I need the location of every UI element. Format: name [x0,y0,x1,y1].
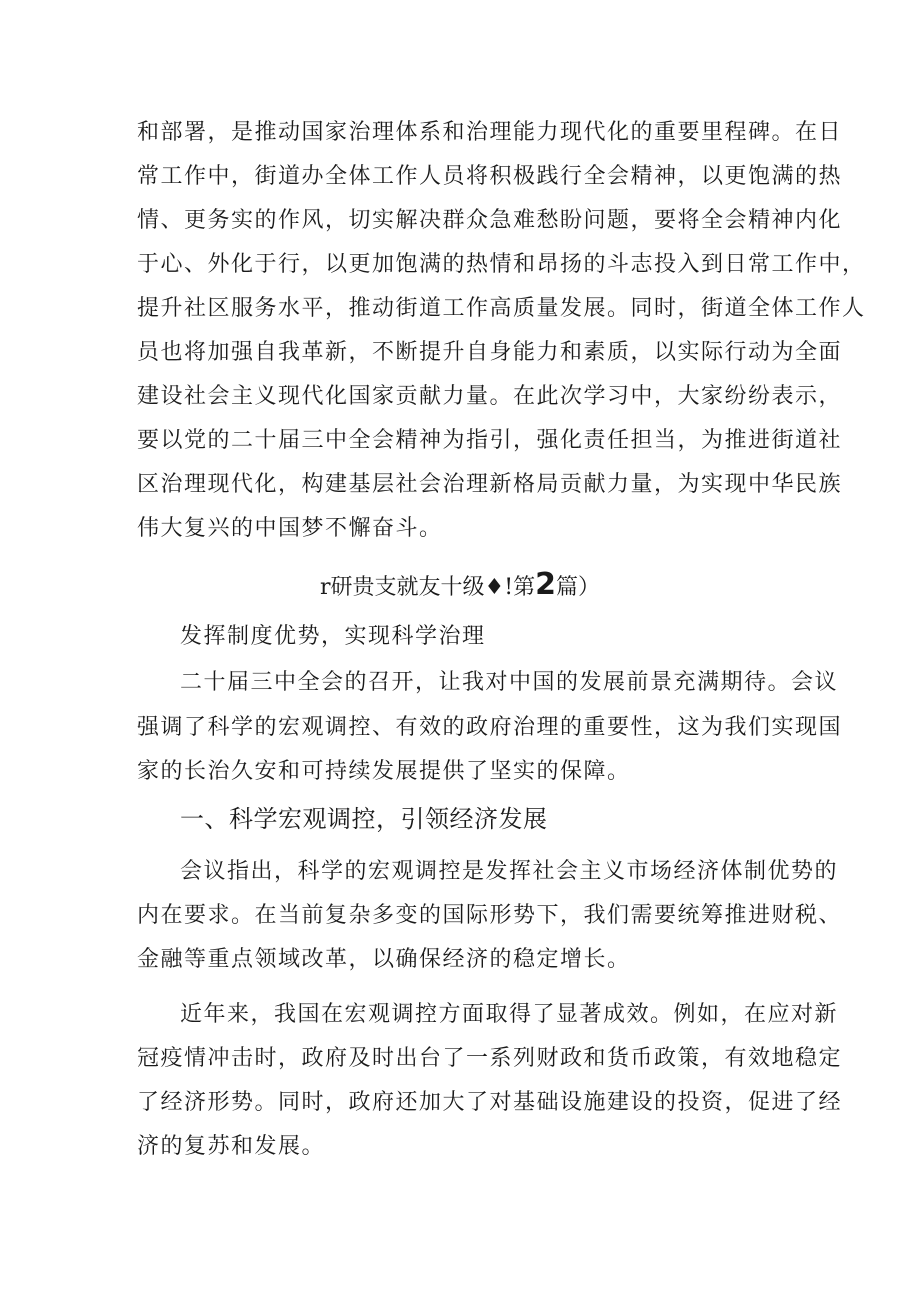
part-heading-suffix: 篇） [555,575,600,600]
paragraph-line: 会议指出，科学的宏观调控是发挥社会主义市场经济体制优势的 [180,859,839,884]
section-title: 一、科学宏观调控，引领经济发展 [180,805,548,833]
paragraph-line: 近年来，我国在宏观调控方面取得了显著成效。例如，在应对新 [180,1002,839,1027]
part-heading-prefix: r研贵支就友十级♦!第 [320,575,536,600]
paragraph-line: 区治理现代化，构建基层社会治理新格局贡献力量，为实现中华民族 [137,472,843,497]
paragraph-line: 家的长治久安和可持续发展提供了坚实的保障。 [137,759,631,784]
paragraph-line: 了经济形势。同时，政府还加大了对基础设施建设的投资，促进了经 [137,1090,843,1115]
paragraph-line: 建设社会主义现代化国家贡献力量。在此次学习中，大家纷纷表示， [137,384,843,409]
paragraph-line: 二十届三中全会的召开，让我对中国的发展前景充满期待。会议 [180,670,839,695]
paragraph-line: 要以党的二十届三中全会精神为指引，强化责任担当，为推进街道社 [137,428,843,453]
paragraph-line: 提升社区服务水平，推动街道工作高质量发展。同时，街道全体工作人 [137,296,866,321]
paragraph-line: 常工作中，街道办全体工作人员将积极践行全会精神，以更饱满的热 [137,164,843,189]
paragraph-line: 伟大复兴的中国梦不懈奋斗。 [137,516,443,541]
part-heading [0,567,920,603]
paragraph-line: 金融等重点领域改革，以确保经济的稳定增长。 [137,947,631,972]
part-heading-number: 2 [535,567,556,602]
paragraph-line: 济的复苏和发展。 [137,1134,326,1159]
paragraph-line: 内在要求。在当前复杂多变的国际形势下，我们需要统筹推进财税、 [137,903,843,928]
paragraph-line: 强调了科学的宏观调控、有效的政府治理的重要性，这为我们实现国 [137,715,843,740]
subtitle: 发挥制度优势，实现科学治理 [180,624,486,649]
paragraph-line: 和部署，是推动国家治理体系和治理能力现代化的重要里程碑。在日 [137,120,843,145]
paragraph-line: 员也将加强自我革新，不断提升自身能力和素质，以实际行动为全面 [137,340,843,365]
paragraph-line: 于心、外化于行，以更加饱满的热情和昂扬的斗志投入到日常工作中， [137,252,866,277]
paragraph-line: 冠疫情冲击时，政府及时出台了一系列财政和货币政策，有效地稳定 [137,1046,843,1071]
paragraph-line: 情、更务实的作风，切实解决群众急难愁盼问题，要将全会精神内化 [137,208,843,233]
